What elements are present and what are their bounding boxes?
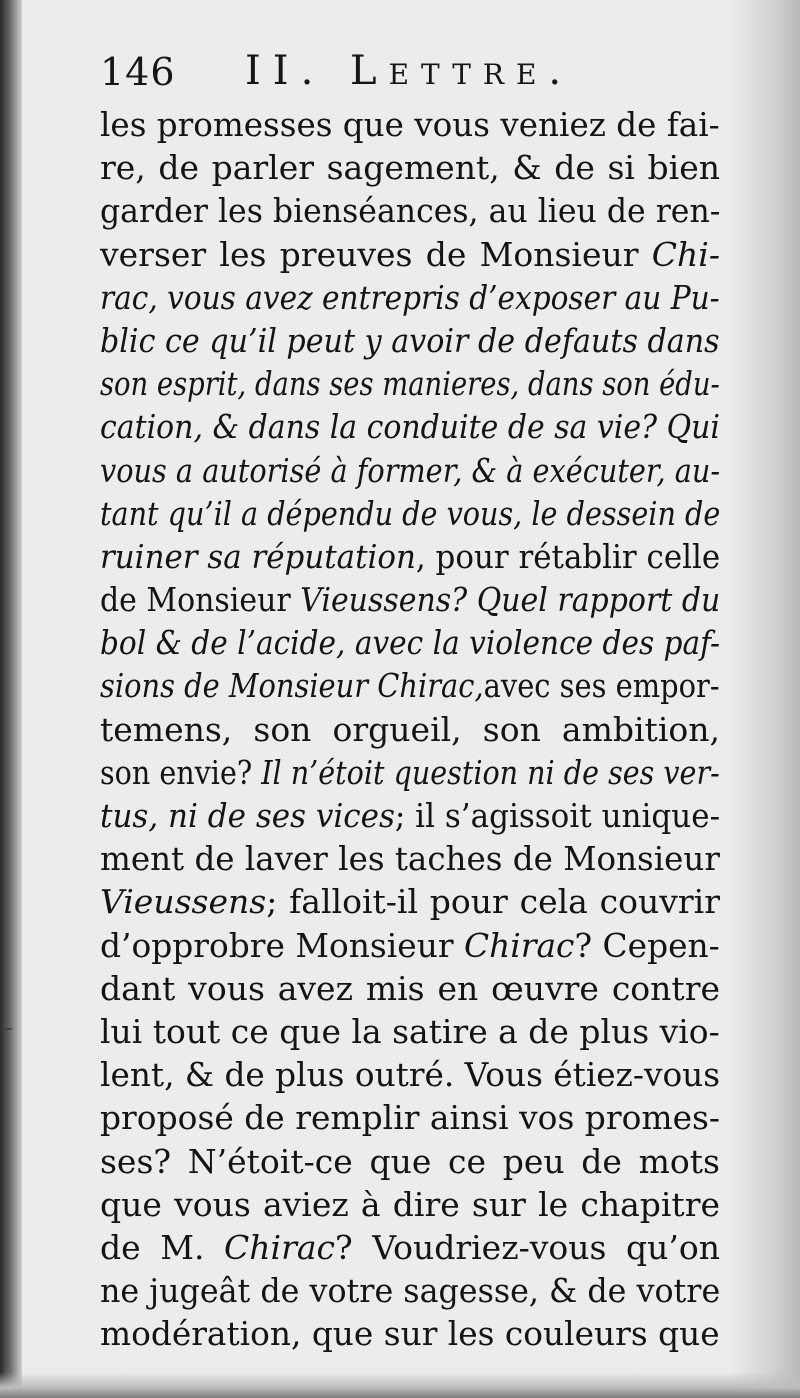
italic-text: Chi- bbox=[651, 234, 720, 274]
roman-text: ; falloit-il pour cela couvrir bbox=[266, 882, 720, 922]
italic-text: bol & de l’acide, avec la violence des paf- bbox=[100, 623, 720, 663]
roman-text: ? Cepen- bbox=[574, 925, 720, 965]
text-line bbox=[100, 319, 720, 362]
italic-text: Chirac bbox=[224, 1227, 336, 1267]
italic-text: Il n’étoit question ni de ses ver- bbox=[261, 752, 720, 792]
roman-text: temens, son orgueil, son ambition, bbox=[100, 709, 720, 749]
text-line bbox=[100, 751, 720, 794]
roman-text: de Monsieur bbox=[100, 580, 301, 620]
text-line bbox=[100, 276, 720, 319]
roman-text: les promesses que vous veniez de fai- bbox=[100, 105, 720, 144]
roman-text: , pour rétablir celle bbox=[415, 536, 721, 576]
roman-text: garder les bienséances, au lieu de ren- bbox=[100, 191, 721, 231]
page-header bbox=[100, 46, 740, 106]
roman-text: avec ses empor- bbox=[483, 666, 720, 706]
text-line bbox=[100, 924, 720, 967]
text-line bbox=[100, 103, 720, 146]
text-line bbox=[100, 1010, 720, 1053]
text-line bbox=[100, 1096, 720, 1139]
roman-text: son envie? bbox=[100, 752, 262, 792]
roman-text: proposé de remplir ainsi vos promes- bbox=[100, 1098, 721, 1138]
roman-text: lent, & de plus outré. Vous étiez-vous bbox=[100, 1055, 721, 1095]
text-line bbox=[100, 233, 720, 276]
page-number: 146 bbox=[100, 50, 176, 94]
roman-text: verser les preuves de Monsieur bbox=[100, 234, 652, 274]
text-line bbox=[100, 664, 720, 707]
page-gutter-shadow bbox=[0, 0, 22, 1398]
text-line bbox=[100, 880, 720, 923]
text-line bbox=[100, 146, 720, 189]
text-line bbox=[100, 1183, 720, 1226]
roman-text: de M. bbox=[100, 1227, 225, 1267]
letter-body-text bbox=[100, 103, 720, 1355]
italic-text: tus, ni de ses vices bbox=[100, 796, 395, 835]
text-line bbox=[100, 1226, 720, 1269]
page-edge-shadow bbox=[730, 0, 800, 1398]
text-line bbox=[100, 708, 720, 751]
roman-text: lui tout ce que la satire a de plus vio- bbox=[100, 1011, 720, 1051]
italic-text: vous a autorisé à former, & à exécuter, au- bbox=[100, 450, 721, 490]
roman-text: ne jugeât de votre sagesse, & de votre bbox=[100, 1271, 721, 1311]
roman-text: dant vous avez mis en œuvre contre bbox=[100, 968, 720, 1008]
roman-text: modération, que sur les couleurs que bbox=[100, 1314, 720, 1354]
text-line bbox=[100, 1140, 720, 1183]
italic-text: ruiner sa réputation bbox=[100, 536, 416, 576]
text-line bbox=[100, 362, 720, 405]
text-line bbox=[100, 837, 720, 880]
text-line bbox=[100, 189, 720, 232]
text-line bbox=[100, 1312, 720, 1355]
text-line bbox=[100, 535, 720, 578]
roman-text: ; il s’agissoit unique- bbox=[394, 796, 721, 835]
text-line bbox=[100, 405, 720, 448]
italic-text: rac, vous avez entrepris d’exposer au Pu- bbox=[100, 277, 720, 317]
roman-text: ? Voudriez-vous qu’on bbox=[335, 1227, 720, 1267]
text-line bbox=[100, 621, 720, 664]
italic-text: tant qu’il a dépendu de vous, le dessein de bbox=[100, 493, 721, 533]
roman-text: que vous aviez à dire sur le chapitre bbox=[100, 1184, 720, 1224]
roman-text: d’opprobre Monsieur bbox=[100, 925, 464, 965]
text-line bbox=[100, 1269, 720, 1312]
roman-text: ment de laver les taches de Monsieur bbox=[100, 839, 720, 879]
text-line bbox=[100, 578, 720, 621]
text-line bbox=[100, 967, 720, 1010]
page-bottom-shadow bbox=[0, 1372, 800, 1398]
text-line bbox=[100, 1053, 720, 1096]
italic-text: Chirac bbox=[463, 925, 575, 965]
roman-text: ses? N’étoit-ce que ce peu de mots bbox=[100, 1141, 720, 1181]
running-head: II. Lettre. bbox=[245, 48, 574, 94]
italic-text: Vieussens? Quel rapport du bbox=[300, 580, 721, 620]
text-line bbox=[100, 492, 720, 535]
italic-text: son esprit, dans ses manieres, dans son édu- bbox=[100, 364, 720, 404]
italic-text: Vieussens bbox=[100, 882, 267, 922]
italic-text: cation, & dans la conduite de sa vie? Qui bbox=[100, 407, 720, 447]
margin-mark: – bbox=[4, 1018, 13, 1039]
text-line bbox=[100, 449, 720, 492]
italic-text: blic ce qu’il peut y avoir de defauts dans bbox=[100, 320, 720, 360]
text-line bbox=[100, 794, 720, 837]
roman-text: re, de parler sagement, & de si bien bbox=[100, 148, 720, 188]
italic-text: sions de Monsieur Chirac, bbox=[100, 666, 484, 706]
